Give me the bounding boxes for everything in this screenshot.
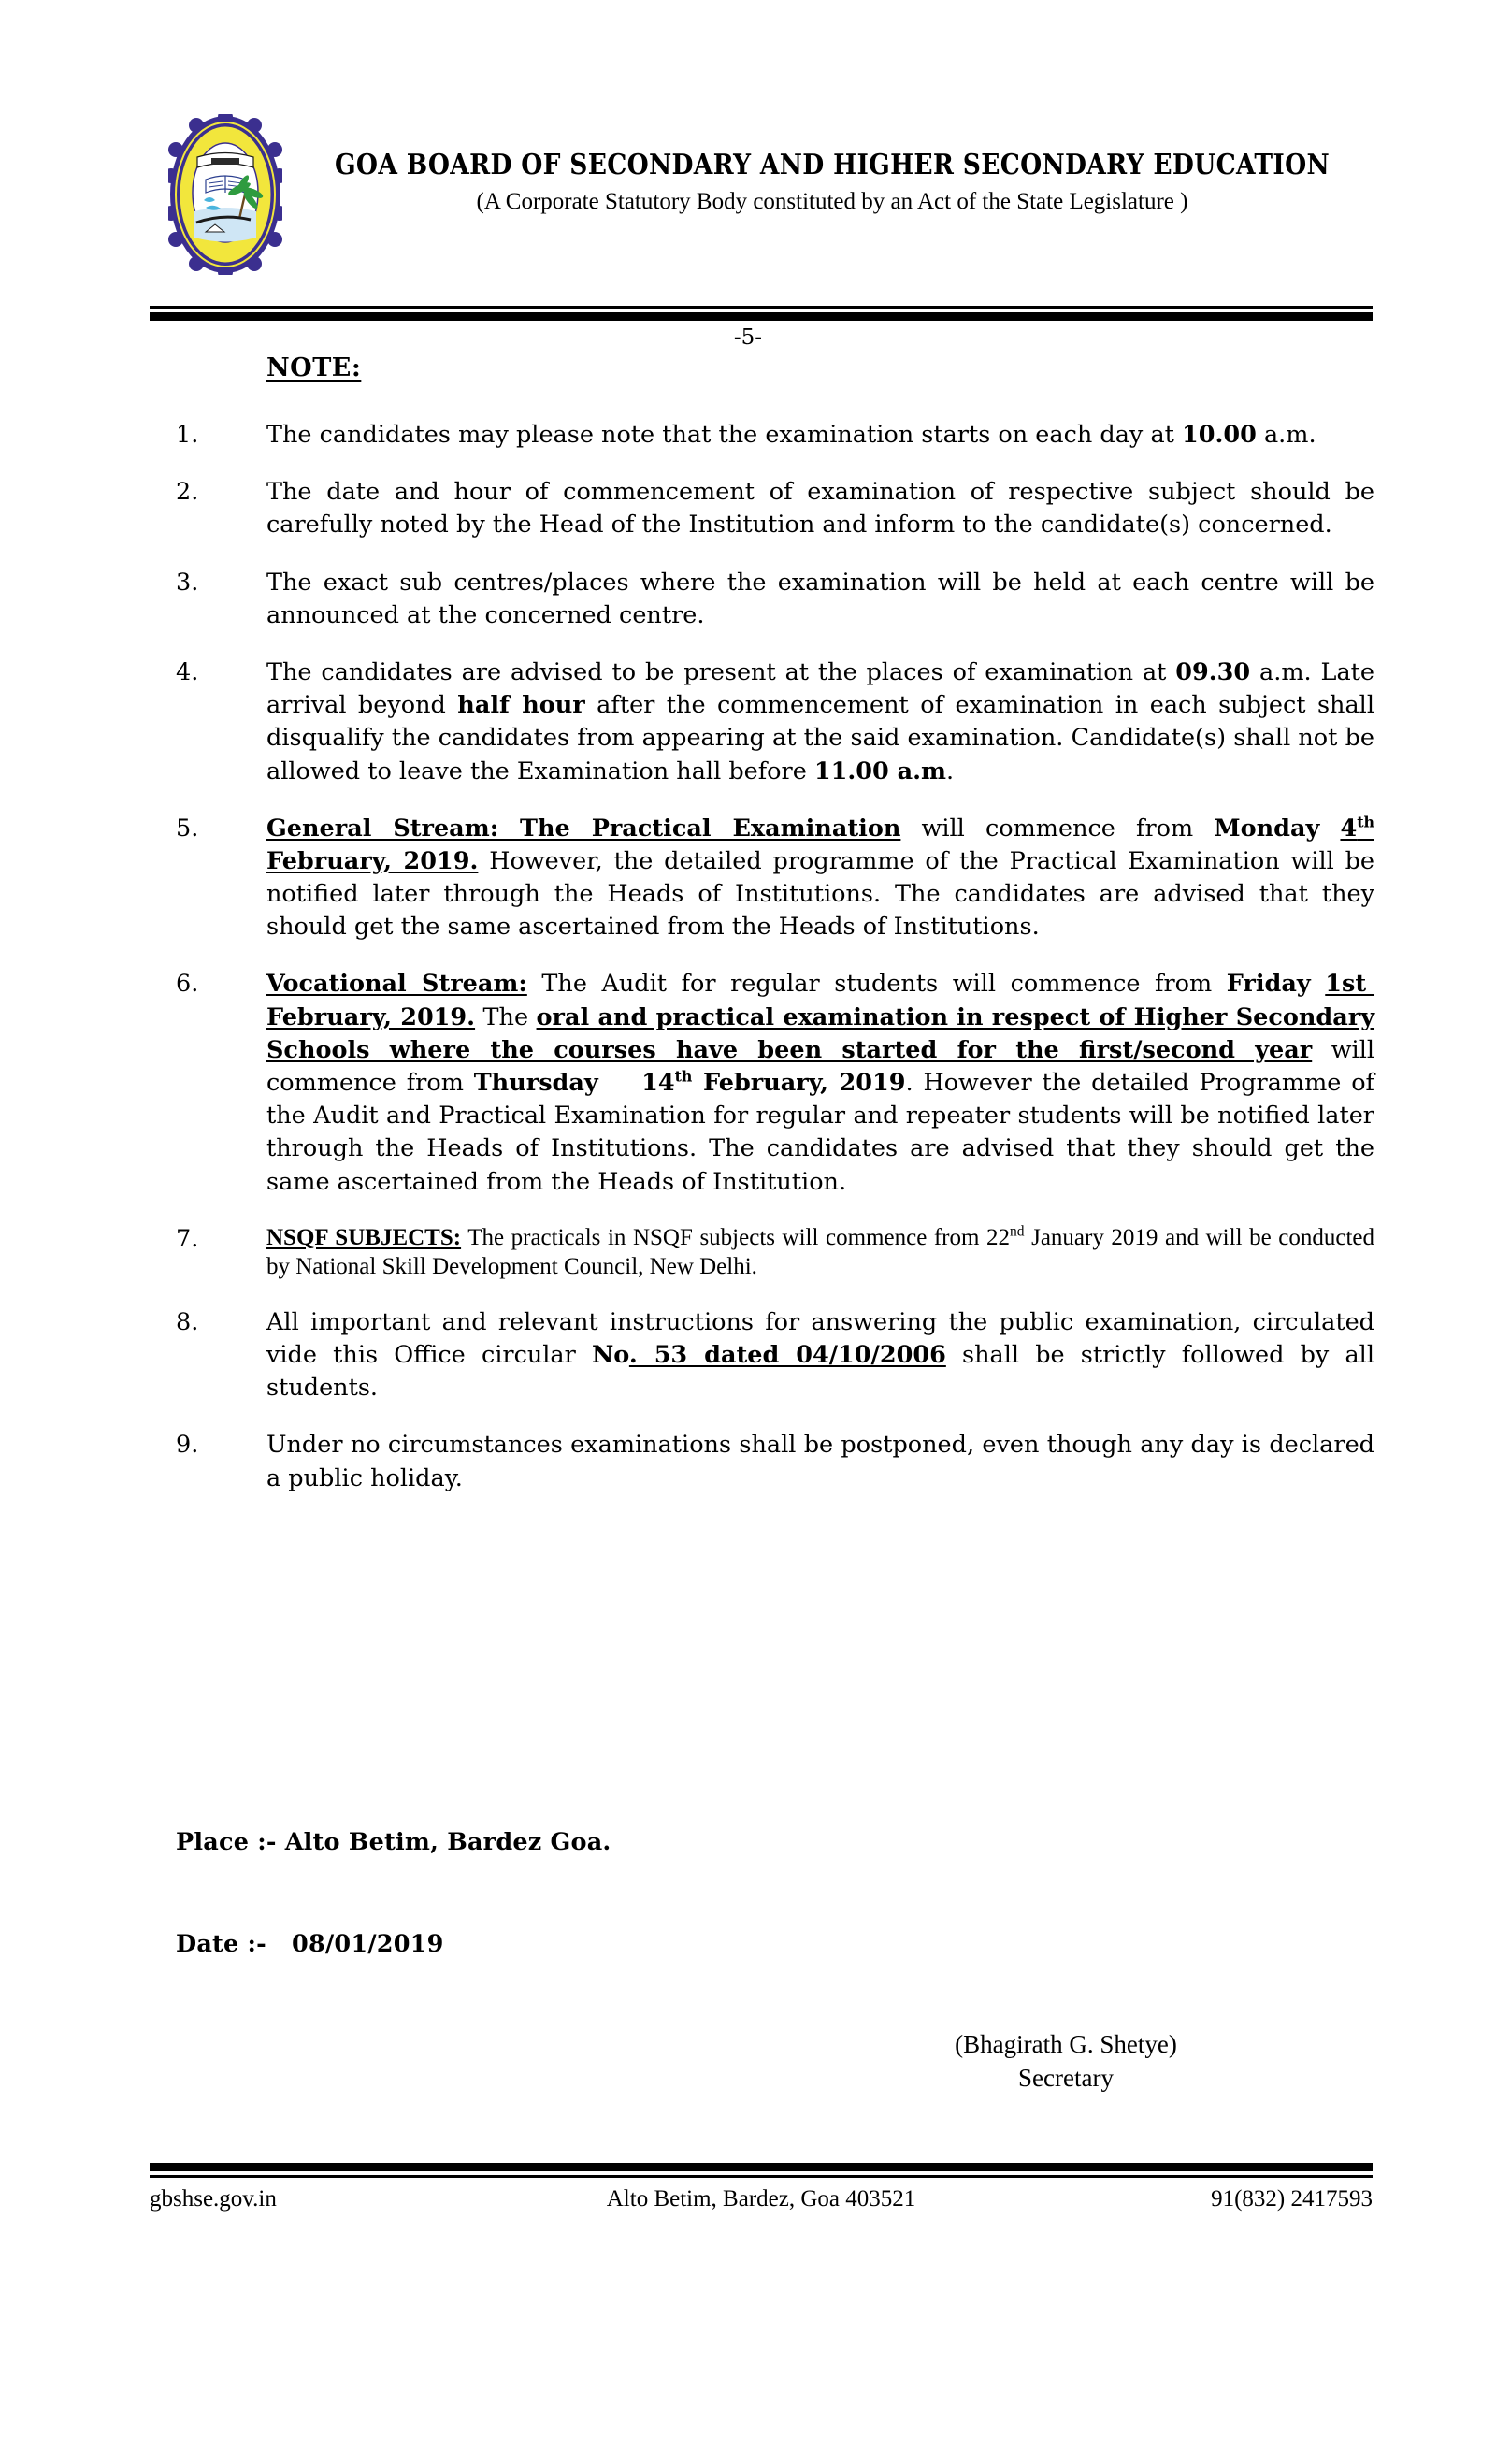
note-number: 1.	[176, 421, 199, 449]
document-header	[0, 0, 1496, 309]
header-divider-rule	[150, 306, 1373, 321]
note-text: Under no circumstances examinations shall be postponed, even though any day is declared a public holiday.	[266, 1431, 1374, 1492]
notes-list	[150, 419, 1374, 1520]
note-text: The candidates may please note that the examination starts on each day at 10.00 a.m.	[266, 421, 1316, 449]
note-number: 8.	[176, 1307, 199, 1336]
note-number: 9.	[176, 1431, 199, 1460]
document-footer	[150, 2186, 1373, 2212]
note-item	[150, 656, 1374, 788]
note-item	[150, 1223, 1374, 1282]
note-item	[150, 813, 1374, 944]
note-number: 5.	[176, 814, 199, 843]
signatory-name: (Bhagirath G. Shetye)	[955, 2030, 1177, 2058]
note-item	[150, 1306, 1374, 1405]
goa-board-emblem-icon	[168, 114, 282, 275]
note-text: The date and hour of commencement of examination of respective subject should be carefully noted by the Head of the Institution and inform to the candidate(s) concerned.	[266, 478, 1374, 540]
note-item	[150, 567, 1374, 632]
note-text: General Stream: The Practical Examination will commence from Monday 4th February, 2019. However, the detailed programme of the Practical Examination will be notified later through the Heads of Institutions. The candidates are advised that they should get the same ascertained from the Heads of Institutions.	[266, 813, 1374, 942]
note-item	[150, 419, 1374, 452]
place-value: Alto Betim, Bardez Goa.	[284, 1828, 611, 1856]
note-item	[150, 968, 1374, 1198]
note-item	[150, 476, 1374, 541]
note-number: 3.	[176, 568, 199, 597]
note-number: 7.	[176, 1224, 199, 1253]
date-label: Date :-	[176, 1930, 266, 1958]
note-heading: NOTE:	[266, 353, 362, 382]
note-text: Vocational Stream: The Audit for regular students will commence from Friday 1st February, 2019. The oral and practical examination in respect of Higher Secondary Schools where the courses have been started for the first/second year will commence from Thursday 14th February, 2019. However the detailed Programme of the Audit and Practical Examination for regular and repeater students will be notified later through the Heads of Institutions. The candidates are advised that they should get the same ascertained from the Heads of Institution.	[266, 970, 1375, 1196]
note-number: 4.	[176, 657, 199, 686]
note-text: NSQF SUBJECTS: The practicals in NSQF subjects will commence from 22nd January 2019 and will be conducted by National Skill Development Council, New Delhi.	[266, 1223, 1374, 1280]
page-number: -5-	[733, 325, 763, 350]
date-line	[176, 1930, 444, 1958]
organization-subtitle: (A Corporate Statutory Body constituted by an Act of the State Legislature )	[476, 188, 1188, 214]
note-item	[150, 1429, 1374, 1494]
note-text: The candidates are advised to be present at the places of examination at 09.30 a.m. Late arrival beyond half hour after the commencement of examination in each subject shall disqualify the candidates from appearing at the said examination. Candidate(s) shall not be allowed to leave the Examination hall before 11.00 a.m.	[266, 657, 1374, 785]
signature-block	[842, 2027, 1290, 2096]
footer-address: Alto Betim, Bardez, Goa 403521	[606, 2186, 916, 2212]
footer-divider-rule	[150, 2163, 1373, 2178]
date-value: 08/01/2019	[292, 1930, 444, 1958]
footer-website[interactable]: gbshse.gov.in	[150, 2186, 277, 2212]
note-text: All important and relevant instructions for answering the public examination, circulated vide this Office circular No. 53 dated 04/10/2006 shall be strictly followed by all students.	[266, 1307, 1374, 1403]
organization-identity	[280, 150, 1384, 216]
note-number: 6.	[176, 970, 199, 999]
place-line	[176, 1828, 611, 1856]
footer-phone: 91(832) 2417593	[1211, 2186, 1373, 2212]
organization-title: GOA BOARD OF SECONDARY AND HIGHER SECONDARY EDUCATION	[335, 148, 1330, 181]
place-label: Place :-	[176, 1828, 277, 1856]
note-number: 2.	[176, 478, 199, 507]
signatory-title: Secretary	[1018, 2064, 1114, 2093]
note-text: The exact sub centres/places where the examination will be held at each centre will be announced at the concerned centre.	[266, 568, 1374, 629]
